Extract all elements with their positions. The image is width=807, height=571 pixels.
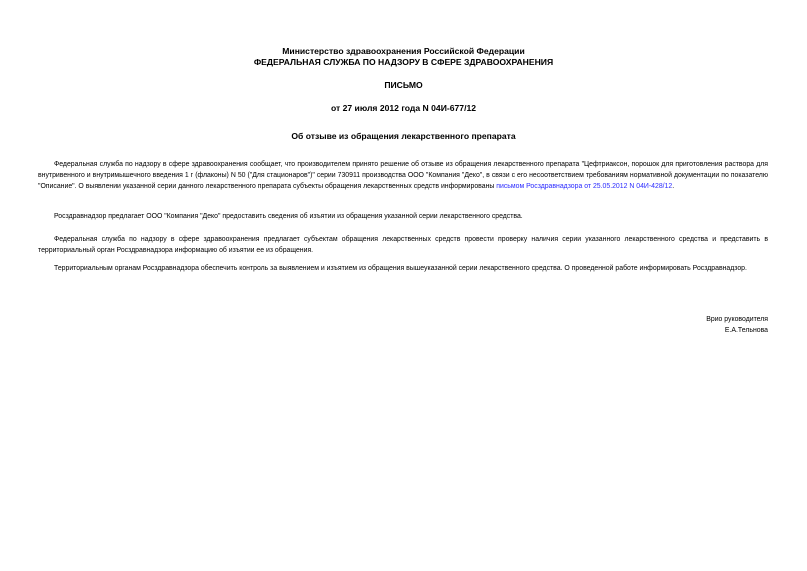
ministry-name: Министерство здравоохранения Российской Федерации (282, 46, 525, 56)
signatory-name: Е.А.Тельнова (724, 327, 768, 334)
document-date-number: от 27 июля 2012 года N 04И-677/12 (330, 103, 477, 113)
paragraph-3: Федеральная служба по надзору в сфере здравоохранения предлагает субъектам обращения лекарственных средств провести проверку наличия серии указанного лекарственного средства и представить в территориальный орган Росздравнадзора информацию об изъятии ее из обращения. (38, 236, 768, 255)
paragraph-1-end: . (672, 183, 675, 191)
paragraph-1 (38, 159, 768, 193)
service-name: ФЕДЕРАЛЬНАЯ СЛУЖБА ПО НАДЗОРУ В СФЕРЕ ЗДРАВООХРАНЕНИЯ (253, 57, 554, 67)
paragraph-4: Территориальным органам Росздравнадзора обеспечить контроль за выявлением и изъятием из обращения вышеуказанной серии лекарственного средства. О проведенной работе информировать Росздравнадзор. (54, 265, 747, 272)
paragraph-1-text: Федеральная служба по надзору в сфере здравоохранения сообщает, что производителем принято решение об отзыве из обращения лекарственного препарата "Цефтриаксон, порошок для приготовления раствора для внутривенного и внутримышечного введения 1 г (флаконы) N 50 ("Для стационаров")" серии 730911 производства ООО "Компания "Деко", в связи с его несоответствием требованиям нормативной документации по показателю "Описание". О выявлении указанной серии данного лекарственного препарата субъекты обращения лекарственных средств информированы (38, 161, 768, 191)
document-subject: Об отзыве из обращения лекарственного препарата (291, 131, 516, 141)
paragraph-2: Росздравнадзор предлагает ООО "Компания "Деко" предоставить сведения об изъятии из обращения указанной серии лекарственного средства. (54, 213, 523, 220)
reference-letter-link[interactable]: письмом Росздравнадзора от 25.05.2012 N 04И-428/12 (496, 183, 673, 191)
signatory-title: Врио руководителя (706, 316, 768, 323)
document-type: ПИСЬМО (384, 80, 423, 90)
